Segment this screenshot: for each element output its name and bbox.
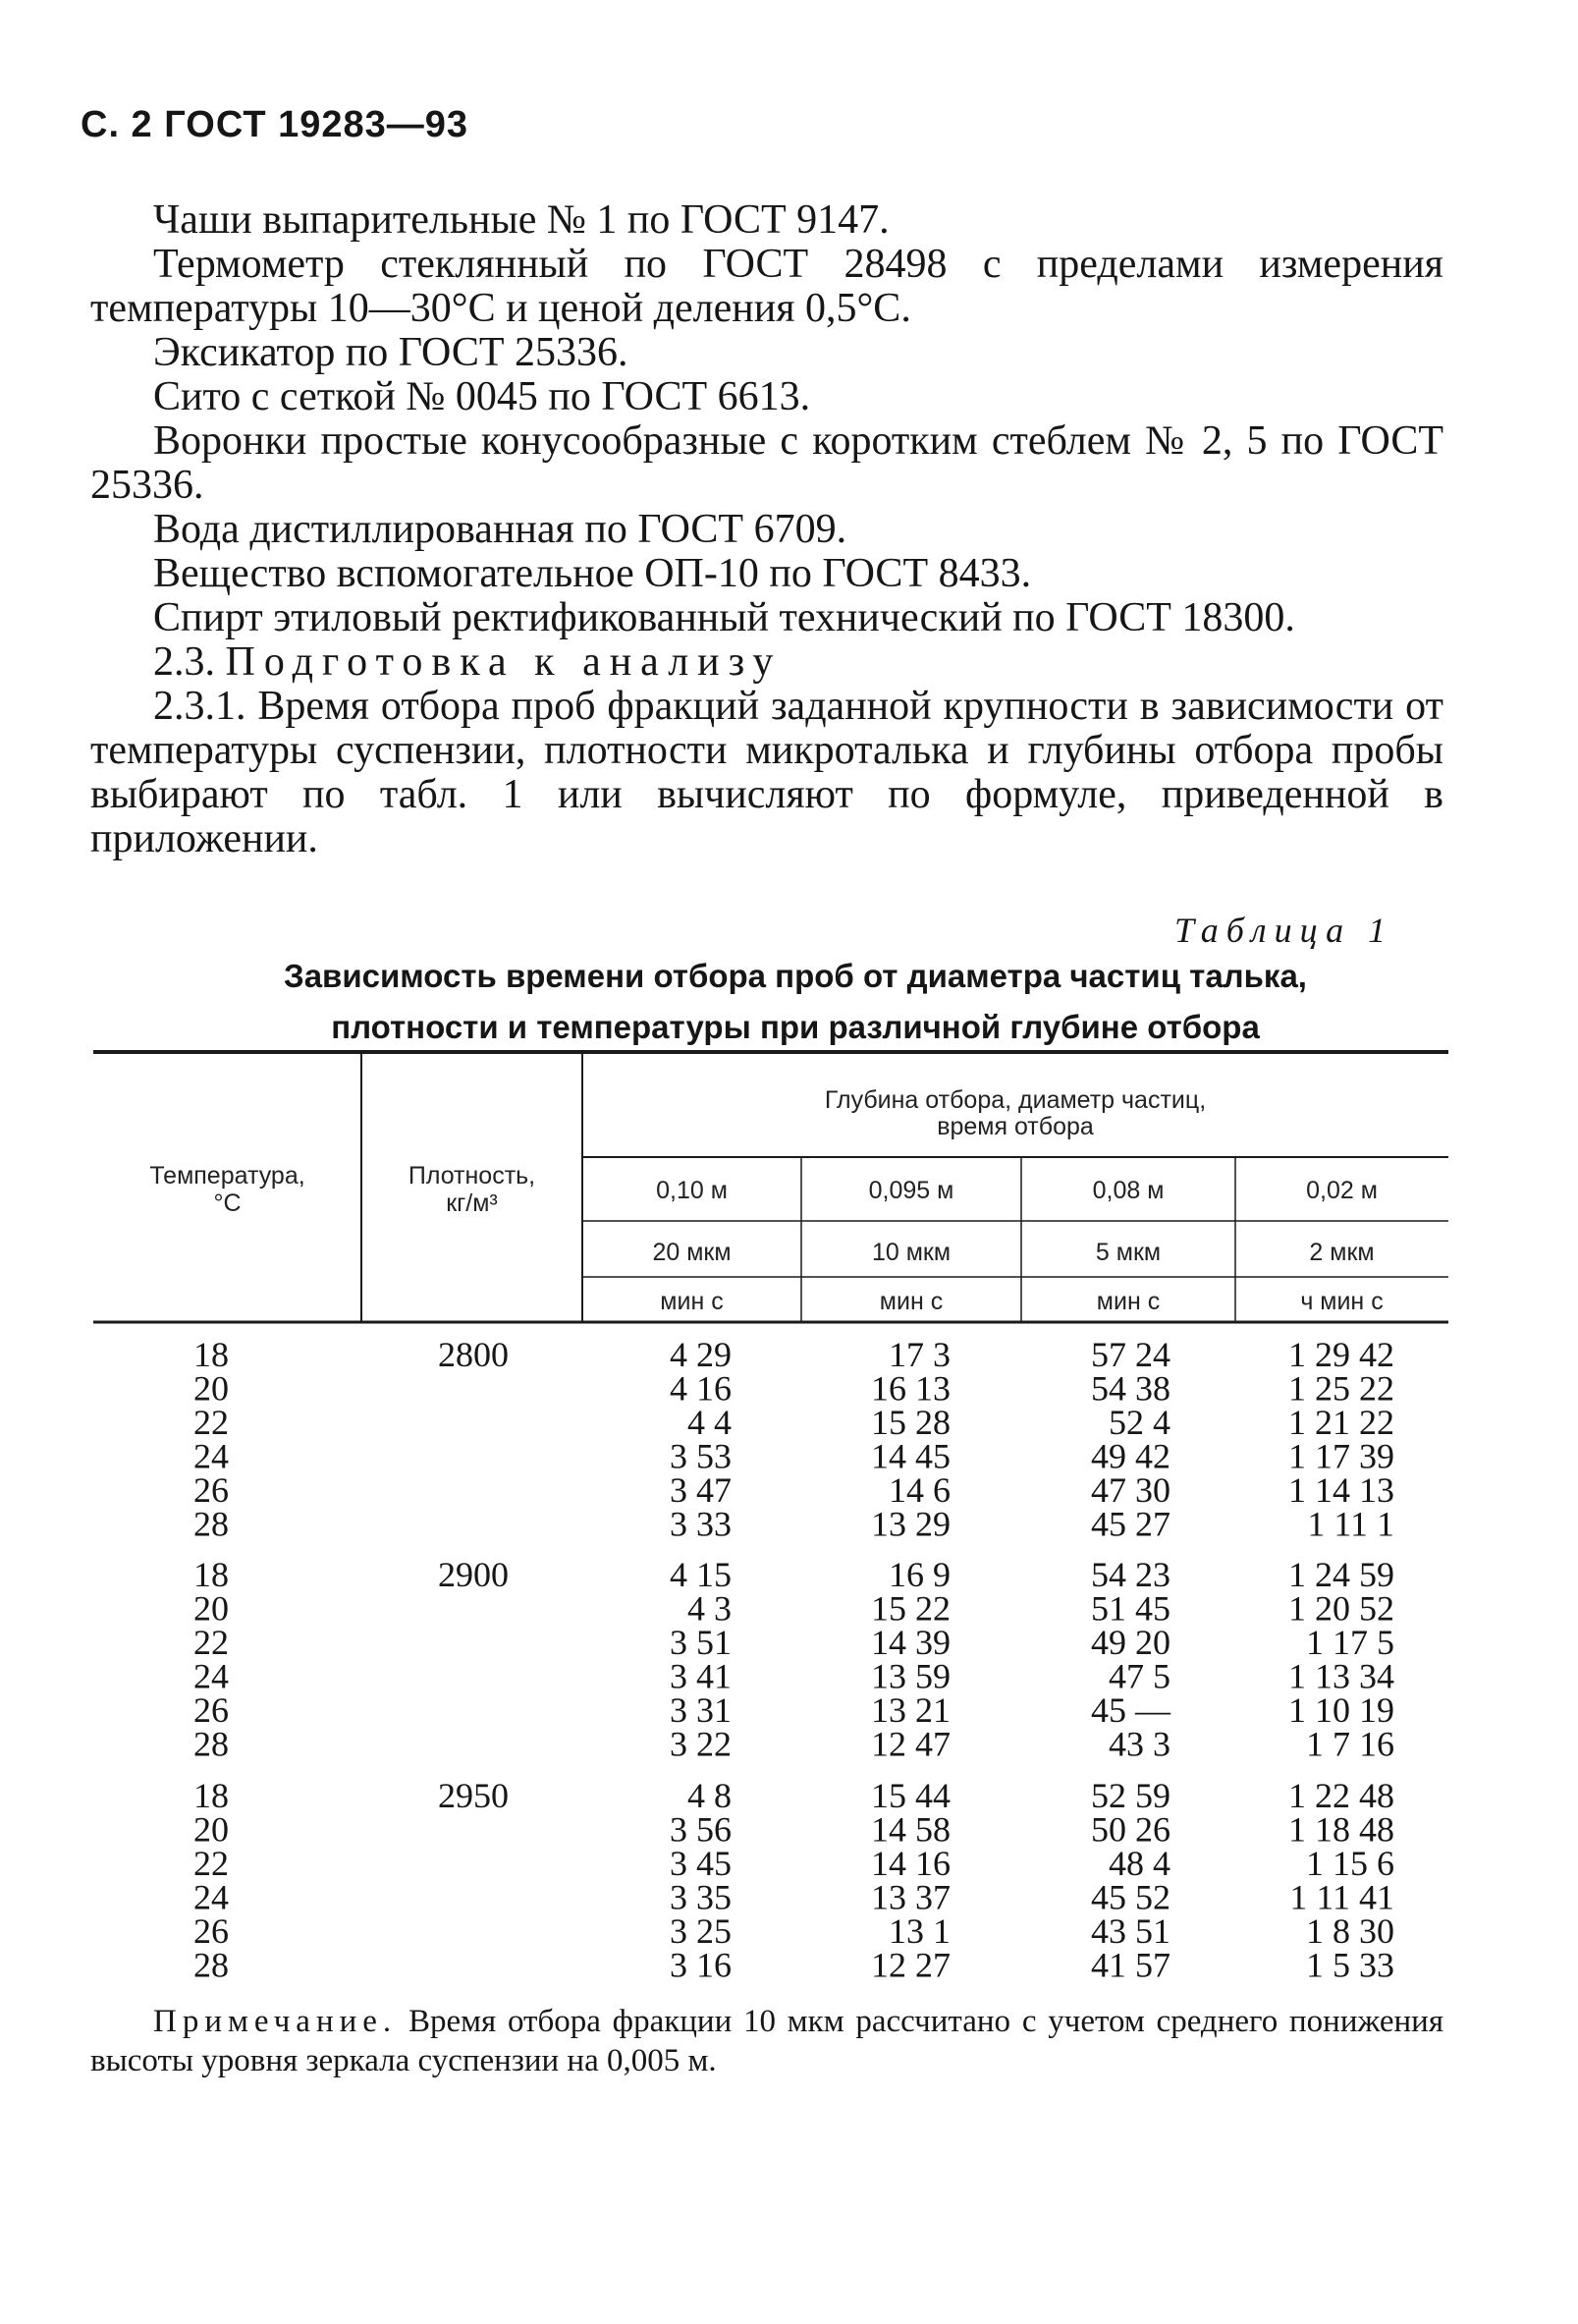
sampling-time-value: 1 18 48 — [1288, 1809, 1394, 1850]
column-header-depth: 0,095 м — [868, 1177, 954, 1204]
sampling-time-value: 1 15 6 — [1306, 1844, 1394, 1883]
sampling-time-value: 48 4 — [1109, 1844, 1170, 1883]
group-header-depth-diameter: Глубина отбора, диаметр частиц, — [824, 1086, 1207, 1114]
sampling-time-value: 3 22 — [670, 1724, 732, 1764]
sampling-time-value: 12 47 — [871, 1724, 951, 1764]
density-value: 2800 — [438, 1335, 509, 1374]
temperature-value: 20 — [193, 1588, 229, 1629]
sampling-time-value: 49 20 — [1091, 1623, 1170, 1662]
sampling-time-value: 14 16 — [871, 1844, 951, 1883]
sampling-time-value: 1 21 22 — [1288, 1403, 1394, 1442]
temperature-value: 26 — [193, 1470, 229, 1510]
table-title-line-1: Зависимость времени отбора проб от диаметра частиц талька, — [284, 958, 1307, 994]
sampling-time-value: 3 47 — [670, 1470, 732, 1510]
sampling-time-value: 4 8 — [687, 1776, 732, 1815]
sampling-time-value: 1 29 42 — [1288, 1335, 1394, 1374]
sampling-time-value: 3 35 — [670, 1877, 732, 1917]
temperature-value: 22 — [193, 1403, 229, 1442]
column-header-diameter: 10 мкм — [871, 1239, 952, 1266]
sampling-time-value: 13 21 — [871, 1690, 951, 1730]
sampling-time-value: 1 17 39 — [1288, 1436, 1394, 1476]
paragraph-sieve: Сито с сеткой № 0045 по ГОСТ 6613. — [153, 374, 811, 419]
column-header-time-unit: ч мин с — [1300, 1288, 1384, 1315]
column-header-depth: 0,02 м — [1306, 1177, 1378, 1204]
sampling-time-value: 1 11 1 — [1307, 1504, 1394, 1544]
column-header-depth: 0,10 м — [656, 1177, 728, 1204]
note-label: Примечание. — [153, 2004, 398, 2039]
sampling-time-value: 4 29 — [670, 1335, 732, 1374]
column-header-density: Плотность, — [408, 1162, 536, 1190]
sampling-time-value: 3 25 — [670, 1911, 732, 1951]
temperature-value: 22 — [193, 1844, 229, 1883]
sampling-time-value: 45 27 — [1091, 1504, 1170, 1544]
sampling-time-value: 14 39 — [871, 1623, 951, 1662]
sampling-time-value: 16 13 — [871, 1368, 951, 1409]
table-note — [90, 2002, 1443, 2080]
column-header-depth: 0,08 м — [1092, 1177, 1165, 1204]
table-caption: Таблица 1 — [1174, 911, 1394, 950]
sampling-time-value: 3 41 — [670, 1656, 732, 1696]
sampling-time-value: 4 3 — [687, 1588, 732, 1629]
column-header-temperature: Температура, — [149, 1162, 305, 1190]
column-header-time-unit: мин с — [879, 1288, 944, 1315]
paragraph-evaporating-dishes: Чаши выпарительные № 1 по ГОСТ 9147. — [153, 197, 890, 243]
sampling-time-value: 14 45 — [871, 1436, 951, 1476]
sampling-time-value: 4 16 — [670, 1368, 732, 1409]
clause-2-3-1: 2.3.1. Время отбора проб фракций заданной крупности в зависимости от температуры суспензии, плотности микроталька и глубины отбора пробы выбирают по табл. 1 или вычисляют по формуле, приведенной в приложении. — [90, 684, 1443, 861]
temperature-value: 24 — [193, 1877, 229, 1917]
density-value: 2950 — [438, 1776, 509, 1815]
paragraph-ethyl-alcohol: Спирт этиловый ректификованный технический по ГОСТ 18300. — [153, 595, 1295, 640]
temperature-value: 22 — [193, 1623, 229, 1662]
sampling-time-value: 4 15 — [670, 1555, 732, 1594]
sampling-time-value: 3 33 — [670, 1504, 732, 1544]
temperature-value: 24 — [193, 1656, 229, 1696]
sampling-time-value: 3 31 — [670, 1690, 732, 1730]
sampling-time-value: 1 22 48 — [1288, 1776, 1394, 1815]
sampling-time-value: 15 44 — [871, 1776, 951, 1815]
note-text: Время отбора фракции 10 мкм рассчитано с учетом среднего понижения высоты уровня зеркала суспензии на 0,005 м. — [90, 2004, 1444, 2078]
temperature-value: 20 — [193, 1809, 229, 1850]
group-header-sampling-time: время отбора — [937, 1113, 1094, 1140]
sampling-time-value: 14 58 — [871, 1809, 951, 1850]
sampling-time-value: 1 25 22 — [1288, 1368, 1394, 1409]
paragraph-auxiliary-substance: Вещество вспомогательное ОП-10 по ГОСТ 8433. — [153, 551, 1032, 596]
sampling-time-value: 43 3 — [1109, 1724, 1170, 1764]
sampling-time-value: 3 51 — [670, 1623, 732, 1662]
sampling-time-value: 1 7 16 — [1306, 1724, 1394, 1764]
temperature-value: 28 — [193, 1724, 229, 1764]
sampling-time-value: 49 42 — [1091, 1436, 1170, 1476]
temperature-value: 18 — [193, 1776, 229, 1815]
sampling-time-value: 13 29 — [871, 1504, 951, 1544]
density-value: 2900 — [438, 1555, 509, 1594]
temperature-value: 18 — [193, 1335, 229, 1374]
column-header-diameter: 20 мкм — [652, 1239, 732, 1266]
paragraph-funnels: Воронки простые конусообразные с коротким стеблем № 2, 5 по ГОСТ 25336. — [90, 418, 1443, 508]
column-header-time-unit: мин с — [660, 1288, 724, 1315]
sampling-time-value: 52 4 — [1109, 1403, 1170, 1442]
column-header-time-unit: мин с — [1096, 1288, 1161, 1315]
sampling-time-value: 17 3 — [889, 1335, 951, 1374]
table-title-line-2: плотности и температуры при различной глубине отбора — [331, 1009, 1260, 1045]
sampling-time-value: 1 8 30 — [1306, 1911, 1394, 1951]
sampling-time-value: 54 23 — [1091, 1555, 1170, 1594]
temperature-value: 20 — [193, 1368, 229, 1409]
sampling-time-value: 1 20 52 — [1288, 1588, 1394, 1629]
sampling-time-value: 43 51 — [1091, 1911, 1170, 1951]
sampling-time-value: 3 16 — [670, 1945, 732, 1985]
temperature-value: 26 — [193, 1911, 229, 1951]
sampling-time-value: 1 24 59 — [1288, 1555, 1394, 1594]
paragraph-thermometer: Термометр стеклянный по ГОСТ 28498 с пределами измерения температуры 10—30°С и ценой деления 0,5°С. — [90, 242, 1443, 331]
sampling-time-value: 3 45 — [670, 1844, 732, 1883]
sampling-time-value: 3 56 — [670, 1809, 732, 1850]
temperature-value: 28 — [193, 1504, 229, 1544]
sampling-time-value: 12 27 — [871, 1945, 951, 1985]
temperature-value: 18 — [193, 1555, 229, 1594]
temperature-value: 28 — [193, 1945, 229, 1985]
sampling-time-value: 51 45 — [1091, 1588, 1170, 1629]
page-header: С. 2 ГОСТ 19283—93 — [81, 104, 469, 145]
temperature-value: 26 — [193, 1690, 229, 1730]
section-heading-text: Подготовка к анализу — [225, 639, 783, 685]
sampling-time-value: 52 59 — [1091, 1776, 1170, 1815]
sampling-time-value: 14 6 — [889, 1470, 951, 1510]
sampling-time-value: 1 17 5 — [1306, 1623, 1394, 1662]
sampling-time-value: 47 30 — [1091, 1470, 1170, 1510]
column-header-density-unit: кг/м³ — [446, 1190, 498, 1217]
sampling-time-value: 16 9 — [889, 1555, 951, 1594]
paragraph-water: Вода дистиллированная по ГОСТ 6709. — [153, 507, 847, 552]
column-header-diameter: 5 мкм — [1095, 1239, 1162, 1266]
sampling-time-value: 1 10 19 — [1288, 1690, 1394, 1730]
sampling-time-value: 57 24 — [1091, 1335, 1170, 1374]
sampling-time-value: 54 38 — [1091, 1368, 1170, 1409]
paragraph-desiccator: Эксикатор по ГОСТ 25336. — [153, 330, 628, 375]
sampling-time-value: 13 1 — [889, 1911, 951, 1951]
temperature-value: 24 — [193, 1436, 229, 1476]
sampling-time-value: 47 5 — [1109, 1656, 1170, 1696]
section-number: 2.3. — [153, 639, 215, 685]
sampling-time-value: 41 57 — [1091, 1945, 1170, 1985]
sampling-time-value: 1 11 41 — [1289, 1877, 1394, 1917]
column-header-temperature-unit: °С — [213, 1190, 242, 1217]
sampling-time-value: 13 37 — [871, 1877, 951, 1917]
sampling-time-value: 15 22 — [871, 1588, 951, 1629]
sampling-time-value: 1 13 34 — [1288, 1656, 1394, 1696]
sampling-time-value: 45 — — [1091, 1690, 1170, 1730]
column-header-diameter: 2 мкм — [1309, 1239, 1375, 1266]
sampling-time-value: 50 26 — [1091, 1809, 1170, 1850]
sampling-time-value: 4 4 — [687, 1403, 732, 1442]
sampling-time-value: 1 14 13 — [1288, 1470, 1394, 1510]
sampling-time-value: 13 59 — [871, 1656, 951, 1696]
sampling-time-value: 1 5 33 — [1306, 1945, 1394, 1985]
sampling-time-value: 15 28 — [871, 1403, 951, 1442]
sampling-time-value: 45 52 — [1091, 1877, 1170, 1917]
sampling-time-value: 3 53 — [670, 1436, 732, 1476]
